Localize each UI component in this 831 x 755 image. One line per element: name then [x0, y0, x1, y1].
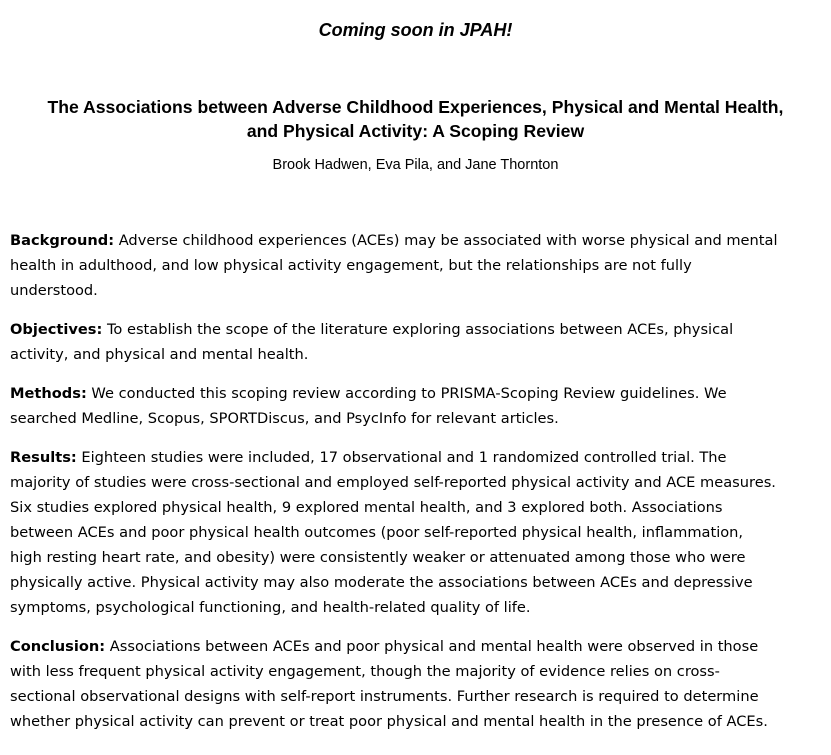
- section-methods: [10, 381, 826, 431]
- banner-heading: Coming soon in JPAH!: [318, 20, 513, 40]
- section-objectives: [10, 317, 826, 367]
- section-text: Adverse childhood experiences (ACEs) may be associated with worse physical and mental health in adulthood, and low physical activity engagement, but the relationships are not fully understood.: [10, 232, 778, 299]
- section-conclusion: [10, 634, 826, 734]
- author-list: Brook Hadwen, Eva Pila, and Jane Thornton: [272, 157, 559, 173]
- section-text: Eighteen studies were included, 17 observational and 1 randomized controlled trial. The majority of studies were cross-sectional and employed self-reported physical activity and ACE measures. Six studies explored physical health, 9 explored mental health, and 3 explored both. Associations between ACEs and poor physical health outcomes (poor self-reported physical health, inflammation, high resting heart rate, and obesity) were consistently weaker or attenuated among those who were physically active. Physical activity may also moderate the associations between ACEs and depressive symptoms, psychological functioning, and health-related quality of life.: [10, 449, 776, 616]
- abstract: [10, 228, 826, 748]
- section-results: [10, 445, 826, 620]
- section-background: [10, 228, 826, 303]
- section-label: Methods:: [10, 385, 87, 402]
- section-label: Objectives:: [10, 321, 103, 338]
- section-text: To establish the scope of the literature exploring associations between ACEs, physical activity, and physical and mental health.: [10, 321, 734, 363]
- section-text: Associations between ACEs and poor physical and mental health were observed in those with less frequent physical activity engagement, though the majority of evidence relies on cross- sectional observational designs with self-report instruments. Further research is required to determine whether physical activity can prevent or treat poor physical and mental health in the presence of ACEs.: [10, 638, 768, 730]
- section-label: Results:: [10, 449, 77, 466]
- section-label: Conclusion:: [10, 638, 106, 655]
- section-label: Background:: [10, 232, 115, 249]
- section-text: We conducted this scoping review according to PRISMA-Scoping Review guidelines. We searched Medline, Scopus, SPORTDiscus, and PsycInfo for relevant articles.: [10, 385, 727, 427]
- article-title: The Associations between Adverse Childhood Experiences, Physical and Mental Health, and Physical Activity: A Scoping Review: [47, 97, 784, 141]
